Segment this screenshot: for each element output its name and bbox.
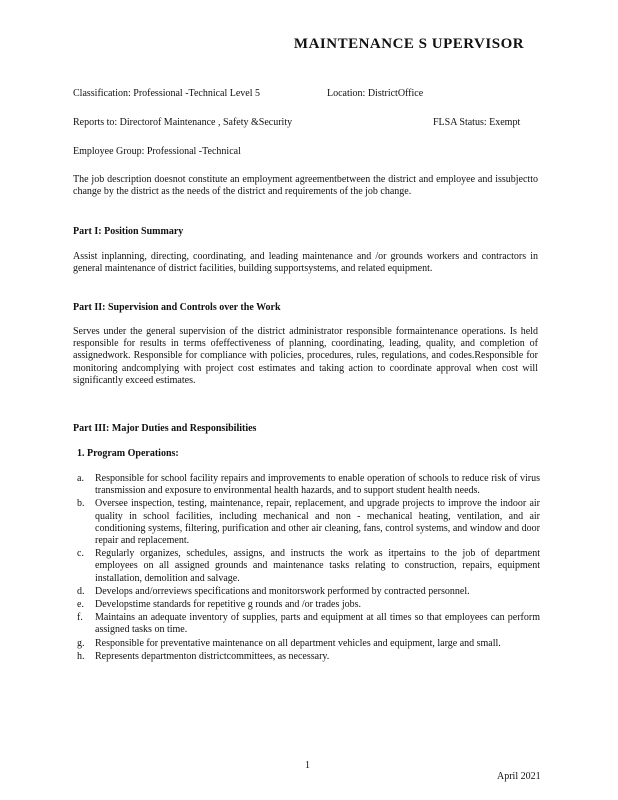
flsa-status-text: FLSA Status: Exempt	[433, 117, 521, 128]
part1-text: Assist inplanning, directing, coordinating, and leading maintenance and /or grounds workers and contractors in general maintenance of district facilities, building supportsystems, and related equipment.	[73, 251, 538, 275]
employee-group-row	[73, 146, 540, 157]
duties-list	[73, 473, 540, 664]
list-marker: g.	[77, 637, 85, 649]
list-item-text: Oversee inspection, testing, maintenance, repair, replacement, and upgrade projects to improve the indoor air quality in school facilities, including mechanical and non - mechanical heating, ventilation, and air conditioning systems, filtering, purification and other air cleaning, fans, control systems, and window and door repair and replacement.	[95, 498, 540, 547]
location-text: Location: DistrictOffice	[327, 88, 424, 99]
part2-heading: Part II: Supervision and Controls over the Work	[73, 302, 281, 313]
reports-to-text: Reports to: Directorof Maintenance , Safety &Security	[73, 117, 293, 128]
list-item-text: Maintains an adequate inventory of supplies, parts and equipment at all times so that employees can perform assigned tasks on time.	[95, 612, 540, 636]
list-item	[73, 612, 540, 636]
list-item-text: Regularly organizes, schedules, assigns, and instructs the work as itpertains to the job of department employees on all assigned grounds and maintenance tasks relating to construction, repairs, equipment installation, demolition and salvage.	[95, 548, 540, 584]
list-item	[73, 473, 540, 497]
list-marker: h.	[77, 650, 85, 662]
employee-group-text: Employee Group: Professional -Technical	[73, 146, 241, 157]
list-item	[73, 599, 540, 611]
part1-heading: Part I: Position Summary	[73, 226, 184, 237]
reports-row	[73, 117, 540, 128]
list-item-text: Responsible for school facility repairs and improvements to enable operation of schools to reduce risk of virus transmission and exposure to environmental health hazards, and to support student health needs.	[95, 473, 540, 497]
list-item	[73, 586, 540, 598]
list-item	[73, 638, 540, 650]
list-marker: b.	[77, 498, 85, 510]
list-item	[73, 651, 540, 663]
list-item-text: Responsible for preventative maintenance on all department vehicles and equipment, large and small.	[95, 637, 501, 649]
part3-heading: Part III: Major Duties and Responsibilities	[73, 423, 257, 434]
list-item	[73, 498, 540, 547]
list-item-text: Developstime standards for repetitive g rounds and /or trades jobs.	[95, 599, 362, 611]
disclaimer-paragraph: The job description doesnot constitute an employment agreementbetween the district and employee and issubjectto change by the district as the needs of the district and requirements of the job change.	[73, 174, 538, 198]
list-marker: c.	[77, 548, 84, 560]
list-marker: a.	[77, 473, 84, 484]
list-marker: d.	[77, 585, 85, 597]
page-number: 1	[305, 760, 310, 771]
list-item-text: Develops and/orreviews specifications and monitorswork performed by contracted personnel.	[95, 585, 470, 597]
list-marker: e.	[77, 599, 84, 611]
program-operations-subhead: 1. Program Operations:	[77, 448, 179, 459]
classification-text: Classification: Professional -Technical Level 5	[73, 88, 261, 99]
list-item	[73, 548, 540, 585]
page-title: MAINTENANCE S UPERVISOR	[293, 36, 525, 52]
classification-row	[73, 88, 540, 99]
footer-date: April 2021	[497, 771, 541, 782]
list-item-text: Represents departmenton districtcommittees, as necessary.	[95, 650, 330, 662]
list-marker: f.	[77, 612, 83, 624]
part2-text: Serves under the general supervision of the district administrator responsible formaintenance operations. Is held responsible for results in terms ofeffectiveness of planning, coordinating, leading, quality, and completion of assignedwork. Responsible for compliance with policies, procedures, rules, regulations, and codes.Responsible for monitoring andcomplying with project cost estimates and taking action to coordinate approval when cost will significantly exceed estimates.	[73, 326, 538, 386]
